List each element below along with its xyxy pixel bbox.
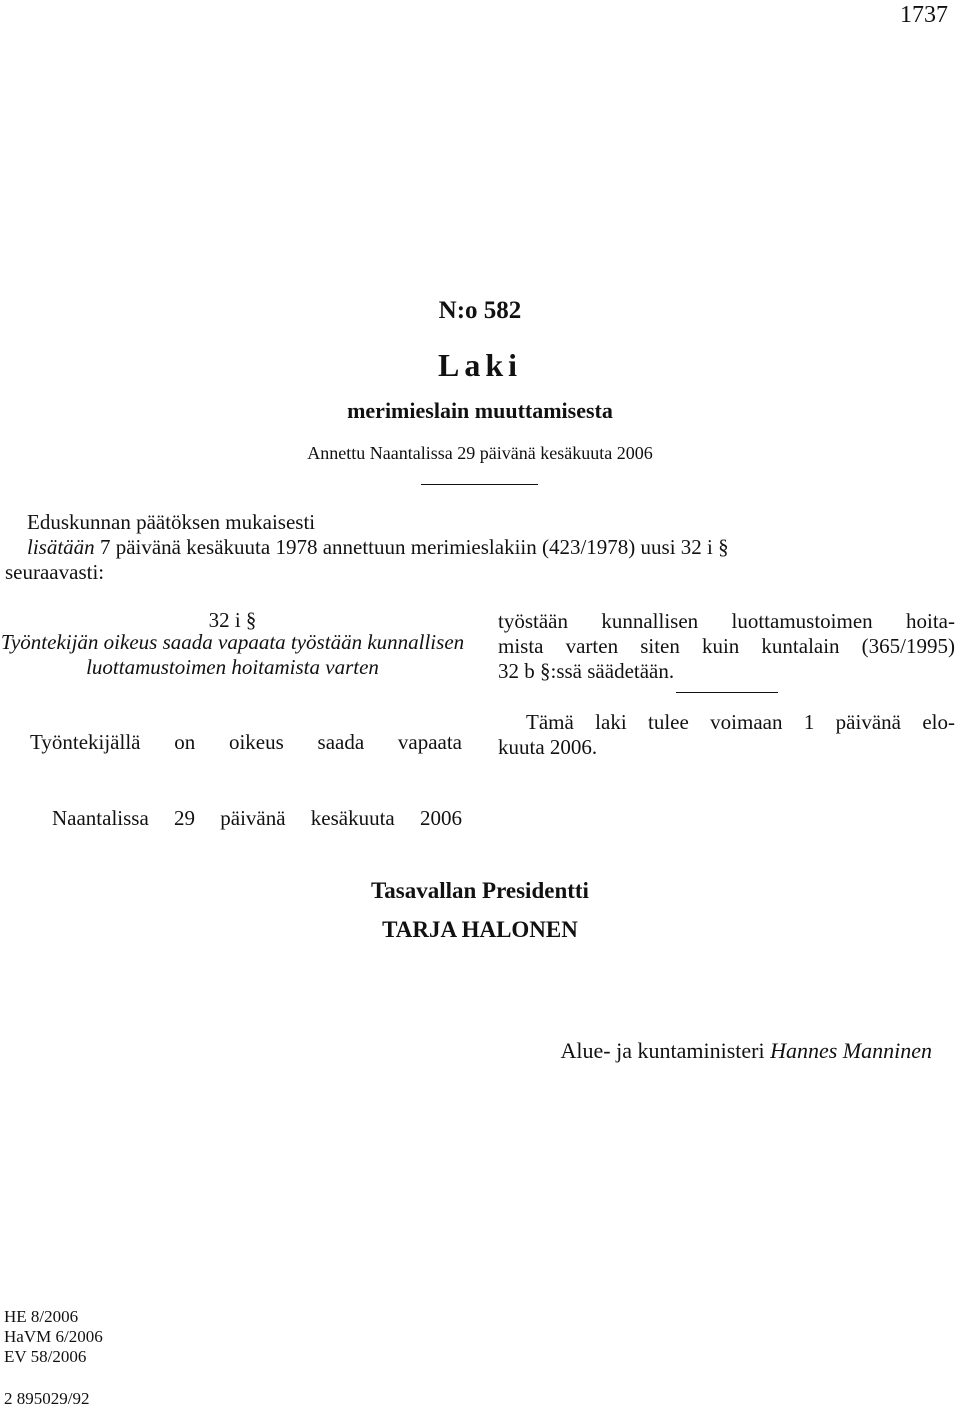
place-date: Naantalissa 29 päivänä kesäkuuta 2006 <box>52 806 462 830</box>
section-body-continued <box>498 609 955 684</box>
title-divider <box>421 484 538 485</box>
section-body-line-4: 32 b §:ssä säädetään. <box>498 659 675 683</box>
section-number: 32 i § <box>208 608 257 632</box>
entry-into-force <box>498 710 955 760</box>
act-subtitle: merimieslain muuttamisesta <box>347 398 613 423</box>
minister-title: Alue- ja kuntaministeri <box>560 1038 765 1063</box>
section-body-line-2: työstään kunnallisen luottamustoimen hoita- <box>498 609 955 633</box>
preamble-line-2 <box>27 535 729 560</box>
footer-code: 2 895029/92 <box>4 1389 90 1408</box>
president-title: Tasavallan Presidentti <box>371 878 589 903</box>
body-divider <box>676 692 778 693</box>
act-number: N:o 582 <box>438 297 522 324</box>
section-body-line-3: mista varten siten kuin kuntalain (365/1995) <box>498 634 955 658</box>
act-title: Laki <box>437 347 523 383</box>
section-body-start: Työntekijällä on oikeus saada vapaata <box>30 730 462 754</box>
reference-item: EV 58/2006 <box>4 1347 87 1366</box>
preamble-line-3: seuraavasti: <box>5 560 105 584</box>
section-heading: Työntekijän oikeus saada vapaata työstään kunnallisen luottamustoimen hoitamista varten <box>0 630 465 679</box>
preamble-line-2-text: 7 päivänä kesäkuuta 1978 annettuun merimieslakiin (423/1978) uusi 32 i § <box>94 535 729 559</box>
given-line: Annettu Naantalissa 29 päivänä kesäkuuta 2006 <box>307 443 653 463</box>
entry-into-force-line-2: kuuta 2006. <box>498 735 598 759</box>
preamble-verb: lisätään <box>27 535 95 559</box>
reference-item: HaVM 6/2006 <box>4 1327 103 1346</box>
entry-into-force-line-1: Tämä laki tulee voimaan 1 päivänä elo- <box>526 710 955 734</box>
reference-item: HE 8/2006 <box>4 1307 79 1326</box>
minister-name: Hannes Manninen <box>770 1038 932 1063</box>
preamble-line-1: Eduskunnan päätöksen mukaisesti <box>27 510 316 534</box>
references <box>4 1307 103 1367</box>
minister-signature <box>561 1038 932 1064</box>
president-name: TARJA HALONEN <box>382 917 578 942</box>
page-number: 1737 <box>900 2 948 28</box>
